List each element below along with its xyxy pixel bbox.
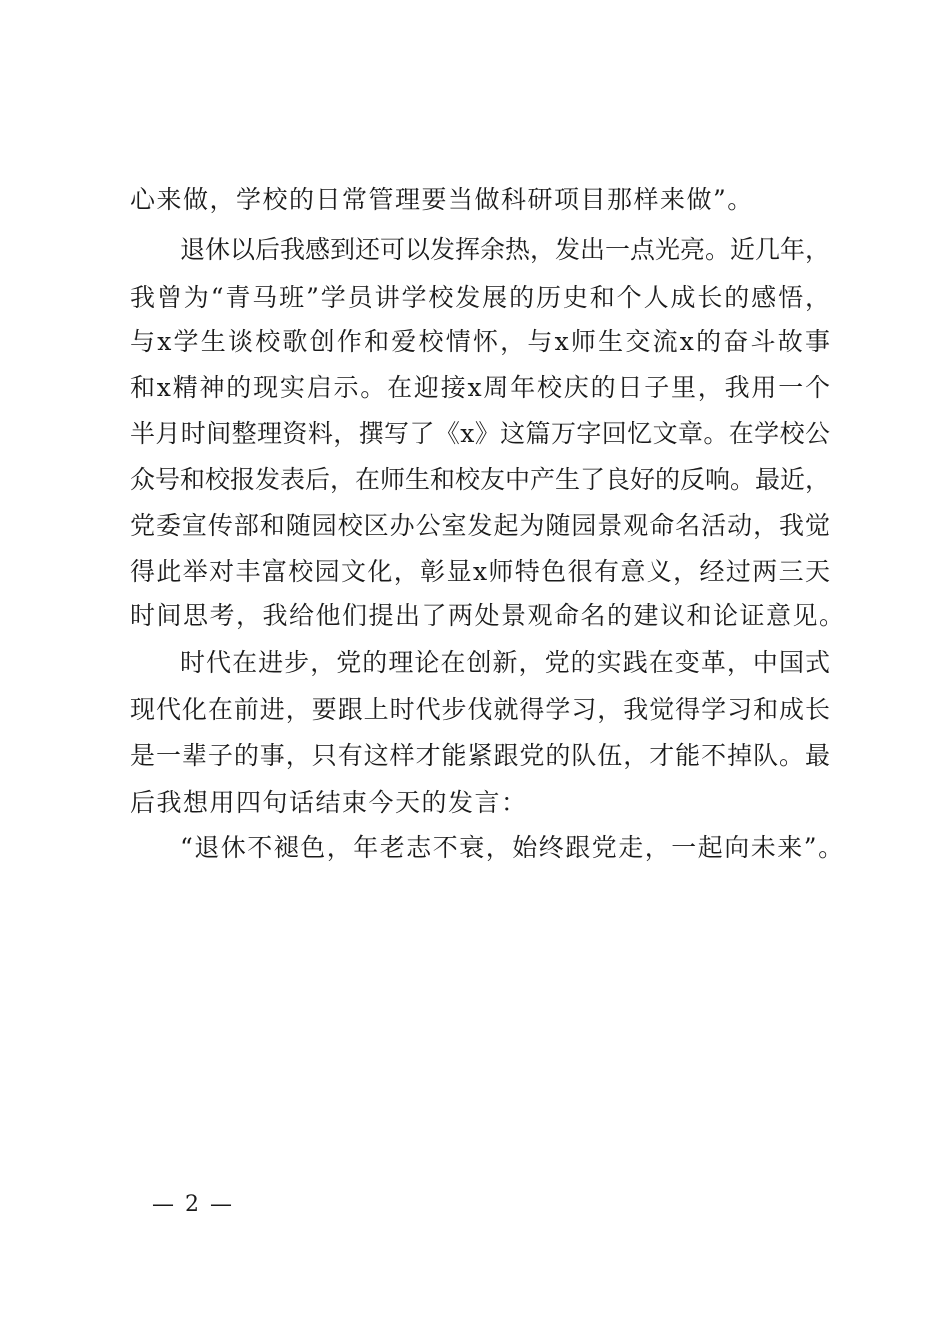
text-line: 和x精神的现实启示。在迎接x周年校庆的日子里，我用一个 [130,373,830,402]
text-line: 现代化在前进，要跟上时代步伐就得学习，我觉得学习和成长 [130,695,830,724]
closing-quote-line: “退休不褪色，年老志不衰，始终跟党走，一起向未来”。 [180,833,845,862]
text-line: 众号和校报发表后，在师生和校友中产生了良好的反响。最近， [130,465,831,494]
text-line: 我曾为“青马班”学员讲学校发展的历史和个人成长的感悟， [130,283,830,312]
paragraph-start-line: 时代在进步，党的理论在创新，党的实践在变革，中国式 [180,648,830,677]
page-number: — 2 — [152,1192,234,1217]
text-line: 半月时间整理资料，撰写了《x》这篇万字回忆文章。在学校公 [130,419,830,448]
text-line: 得此举对丰富校园文化，彰显x师特色很有意义，经过两三天 [130,557,830,586]
text-line: 与x学生谈校歌创作和爱校情怀，与x师生交流x的奋斗故事 [130,327,830,356]
text-line: 是一辈子的事，只有这样才能紧跟党的队伍，才能不掉队。最 [130,741,830,770]
text-line: 心来做，学校的日常管理要当做科研项目那样来做”。 [130,185,754,214]
text-line: 后我想用四句话结束今天的发言： [130,788,528,817]
text-line: 党委宣传部和随园校区办公室发起为随园景观命名活动，我觉 [130,511,830,540]
paragraph-start-line: 退休以后我感到还可以发挥余热，发出一点光亮。近几年， [180,235,831,264]
text-line: 时间思考，我给他们提出了两处景观命名的建议和论证意见。 [130,601,846,630]
